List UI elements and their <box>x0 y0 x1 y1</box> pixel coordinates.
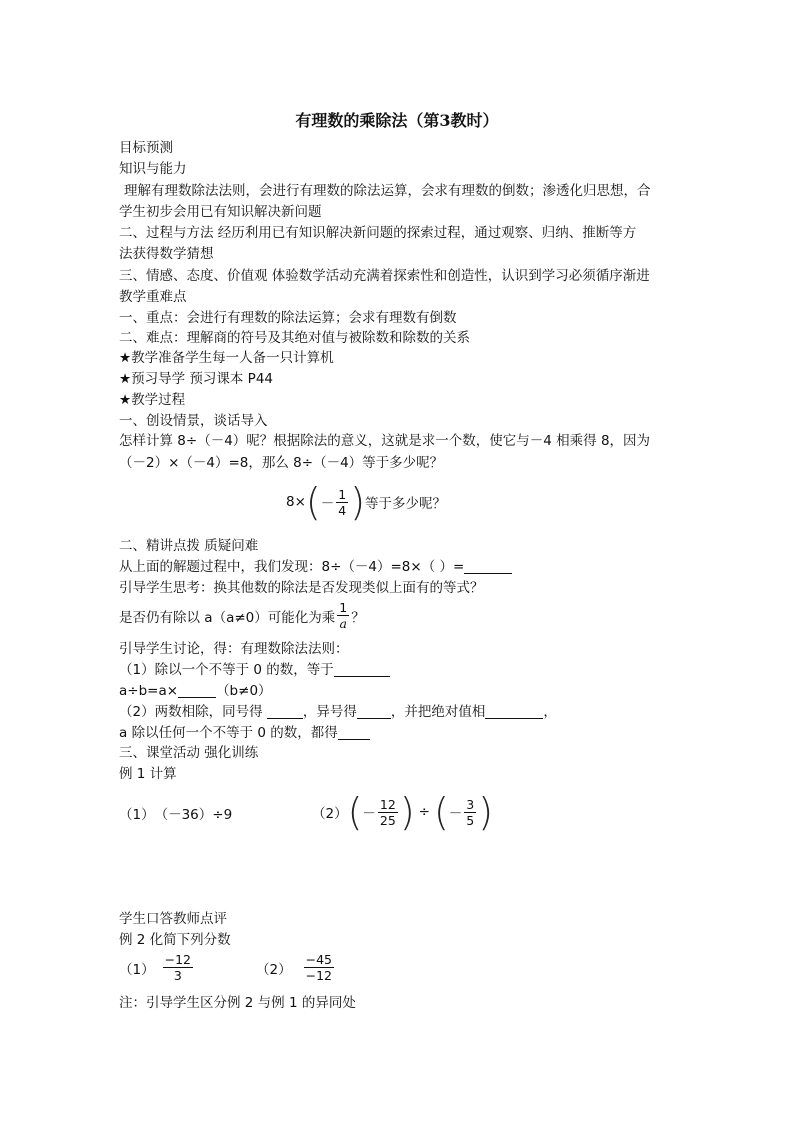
numerator: −12 <box>164 952 191 967</box>
sentence: a÷b=a× <box>119 683 179 699</box>
example-2-part-1 <box>119 952 195 983</box>
minus-sign: － <box>320 496 335 512</box>
denominator: 25 <box>379 812 396 828</box>
divide-sign: ÷ <box>418 804 430 820</box>
fraction <box>378 797 398 828</box>
equation-8-times-neg-quarter <box>286 482 446 522</box>
paragraph-line: 学生初步会用已有知识解决新问题 <box>119 204 322 220</box>
answer-blank <box>357 704 391 719</box>
paragraph-line <box>119 660 390 680</box>
sentence: 从上面的解题过程中，我们发现：8÷（－4）=8×（ ）= <box>119 559 465 575</box>
minus-sign: － <box>362 806 376 822</box>
numerator: 1 <box>339 600 348 615</box>
left-paren: ( <box>347 790 363 834</box>
sentence: ，并把绝对值相 <box>390 704 486 720</box>
paragraph-line: ★预习导学 预习课本 P44 <box>119 371 274 387</box>
left-paren: ( <box>433 790 449 834</box>
item-label: （1） <box>119 807 155 823</box>
paragraph-line: 三、情感、态度、价值观 体验数学活动充满着探索性和创造性，认识到学习必须循序渐进 <box>119 268 650 284</box>
question-suffix: ？ <box>351 609 365 626</box>
section-heading: 三、课堂活动 强化训练 <box>119 745 259 761</box>
sentence: （b≠0） <box>216 683 272 699</box>
right-paren: ) <box>478 790 494 834</box>
answer-blank <box>334 662 390 677</box>
denominator: 4 <box>338 502 347 518</box>
equation-suffix: 等于多少呢？ <box>365 496 447 512</box>
sentence: a 除以任何一个不等于 0 的数，都得 <box>119 725 338 741</box>
item-label: （2） <box>256 961 292 978</box>
right-paren: ) <box>399 790 415 834</box>
minus-sign: － <box>448 806 463 822</box>
section-heading: 目标预测 <box>119 140 173 156</box>
denominator: −12 <box>305 968 332 983</box>
denominator: a <box>339 616 347 631</box>
example-heading: 例 1 计算 <box>119 766 177 782</box>
question-prefix: 是否仍有除以 a（a≠0）可能化为乘 <box>119 609 336 626</box>
answer-blank <box>178 683 216 698</box>
paragraph-line: 怎样计算 8÷（－4）呢？根据除法的意义，这就是求一个数，使它与－4 相乘得 8，因为 <box>119 433 651 449</box>
paragraph-line <box>119 681 272 701</box>
fraction <box>337 600 349 631</box>
answer-blank <box>485 704 543 719</box>
sentence: （2）两数相除，同号得 <box>119 704 263 720</box>
numerator: −45 <box>305 952 332 967</box>
example-1-part-2 <box>312 792 493 832</box>
fraction <box>304 952 334 983</box>
item-label: （1） <box>119 961 155 978</box>
fraction <box>464 797 476 828</box>
numerator: 12 <box>379 796 396 812</box>
paragraph-line: 二、难点：理解商的符号及其绝对值与被除数和除数的关系 <box>119 330 470 346</box>
paragraph-line <box>119 557 512 577</box>
sentence: （1）除以一个不等于 0 的数，等于 <box>119 662 334 678</box>
section-heading: 教学重难点 <box>119 289 187 305</box>
paragraph-line: （－2）×（－4）=8，那么 8÷（－4）等于多少呢？ <box>119 455 444 471</box>
section-heading: ★教学过程 <box>119 392 186 408</box>
paragraph-line: 学生口答教师点评 <box>119 911 227 927</box>
example-1-part-1 <box>119 803 232 823</box>
paragraph-line <box>119 702 557 722</box>
paragraph-line <box>119 723 370 743</box>
denominator: 3 <box>173 968 182 983</box>
example-heading: 例 2 化简下列分数 <box>119 932 231 948</box>
answer-blank <box>464 559 512 574</box>
sentence: ， <box>543 704 557 720</box>
fraction <box>336 487 348 518</box>
answer-blank <box>338 725 370 740</box>
section-heading: 二、精讲点拨 质疑问难 <box>119 538 259 554</box>
fraction <box>163 952 193 983</box>
paragraph-line: 二、过程与方法 经历利用已有知识解决新问题的探索过程，通过观察、归纳、推断等方 <box>119 225 637 241</box>
denominator: 5 <box>466 812 475 828</box>
page-title: 有理数的乘除法（第3教时） <box>295 111 499 130</box>
paragraph-line: 引导学生思考：换其他数的除法是否发现类似上面有的等式？ <box>119 580 484 596</box>
item-label: （2） <box>312 806 348 822</box>
answer-blank <box>267 704 303 719</box>
example-2-part-2 <box>256 952 336 983</box>
expression: （－36）÷9 <box>154 807 233 823</box>
question-line <box>119 600 365 631</box>
numerator: 3 <box>466 796 475 812</box>
numerator: 1 <box>338 486 347 502</box>
note-line: 注：引导学生区分例 2 与例 1 的异同处 <box>119 995 356 1011</box>
paragraph-line: 一、重点：会进行有理数的除法运算；会求有理数有倒数 <box>119 310 457 326</box>
sentence: ，异号得 <box>302 704 357 720</box>
equation-prefix: 8× <box>286 494 306 510</box>
paragraph-line: ★教学准备学生每一人备一只计算机 <box>119 350 334 366</box>
subheading: 知识与能力 <box>119 161 187 177</box>
left-paren: ( <box>305 480 321 524</box>
paragraph-line: 法获得数学猜想 <box>119 246 214 262</box>
right-paren: ) <box>350 480 366 524</box>
paragraph-line: 理解有理数除法法则，会进行有理数的除法运算，会求有理数的倒数；渗透化归思想，合 <box>124 183 651 199</box>
section-heading: 一、创设情景，谈话导入 <box>119 413 268 429</box>
paragraph-line: 引导学生讨论，得：有理数除法法则： <box>119 641 349 657</box>
